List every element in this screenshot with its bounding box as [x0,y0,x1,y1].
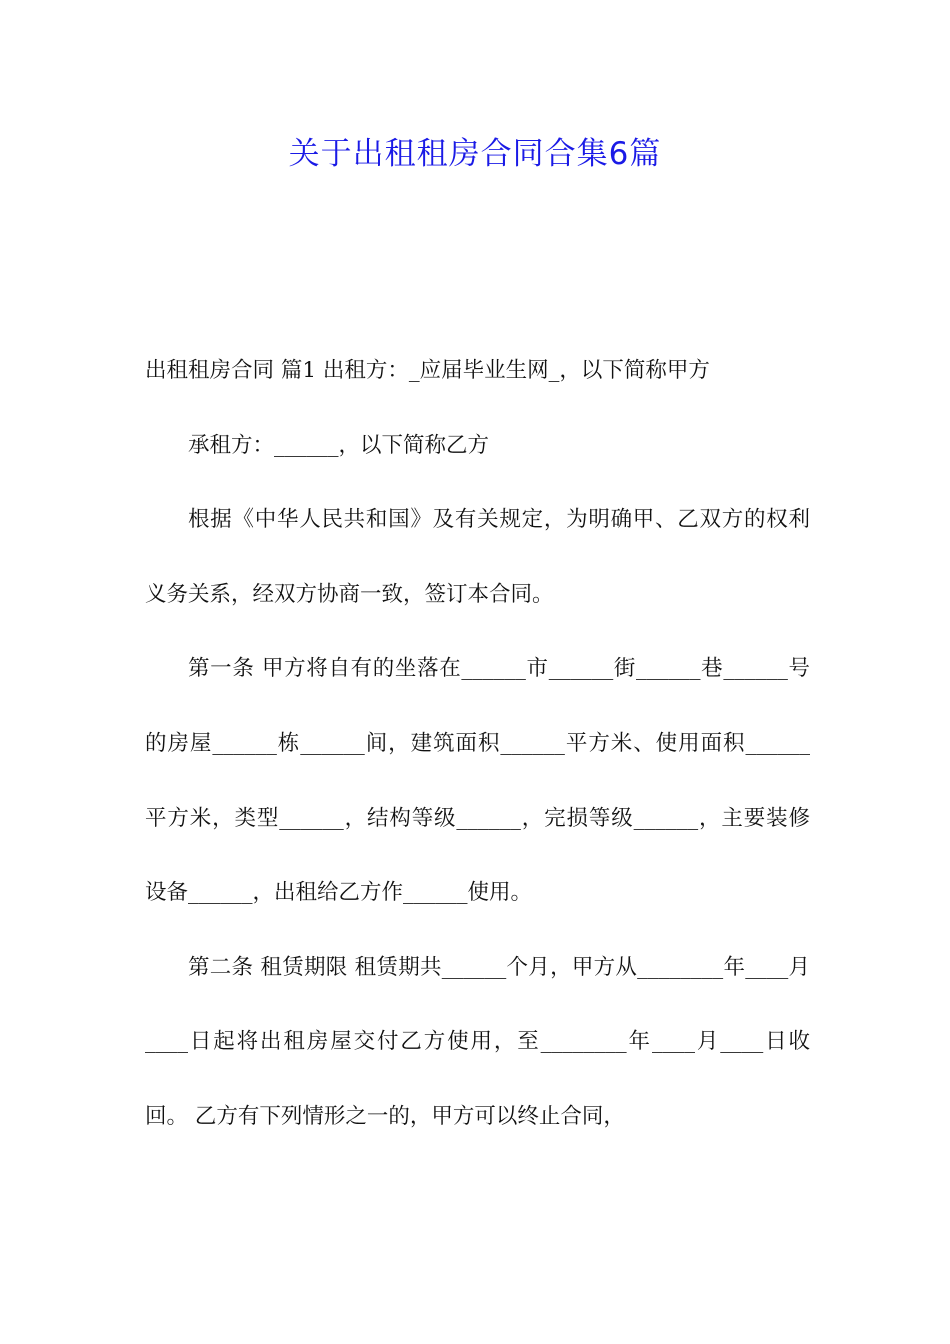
paragraph-article-1: 第一条 甲方将自有的坐落在______市______街______巷______号的房屋______栋______间，建筑面积______平方米、使用面积______平方米，类型______，结构等级______，完损等级______，主要装修设备______，出租给乙方作______使用。 [145,656,810,906]
paragraph-article-2: 第二条 租赁期限 租赁期共______个月，甲方从________年____月____日起将出租房屋交付乙方使用，至________年____月____日收回。 乙方有下列情形之一的，甲方可以终止合同， [145,954,810,1129]
paragraph-intro: 出租租房合同 篇1 出租方：_应届毕业生网_，以下简称甲方 [145,358,710,383]
paragraph-lessee: 承租方：______，以下简称乙方 [188,432,490,458]
paragraph-basis: 根据《中华人民共和国》及有关规定，为明确甲、乙双方的权利义务关系，经双方协商一致，签订本合同。 [145,507,810,607]
document-title: 关于出租租房合同合集6篇 [288,136,662,172]
document-body [145,334,810,1155]
